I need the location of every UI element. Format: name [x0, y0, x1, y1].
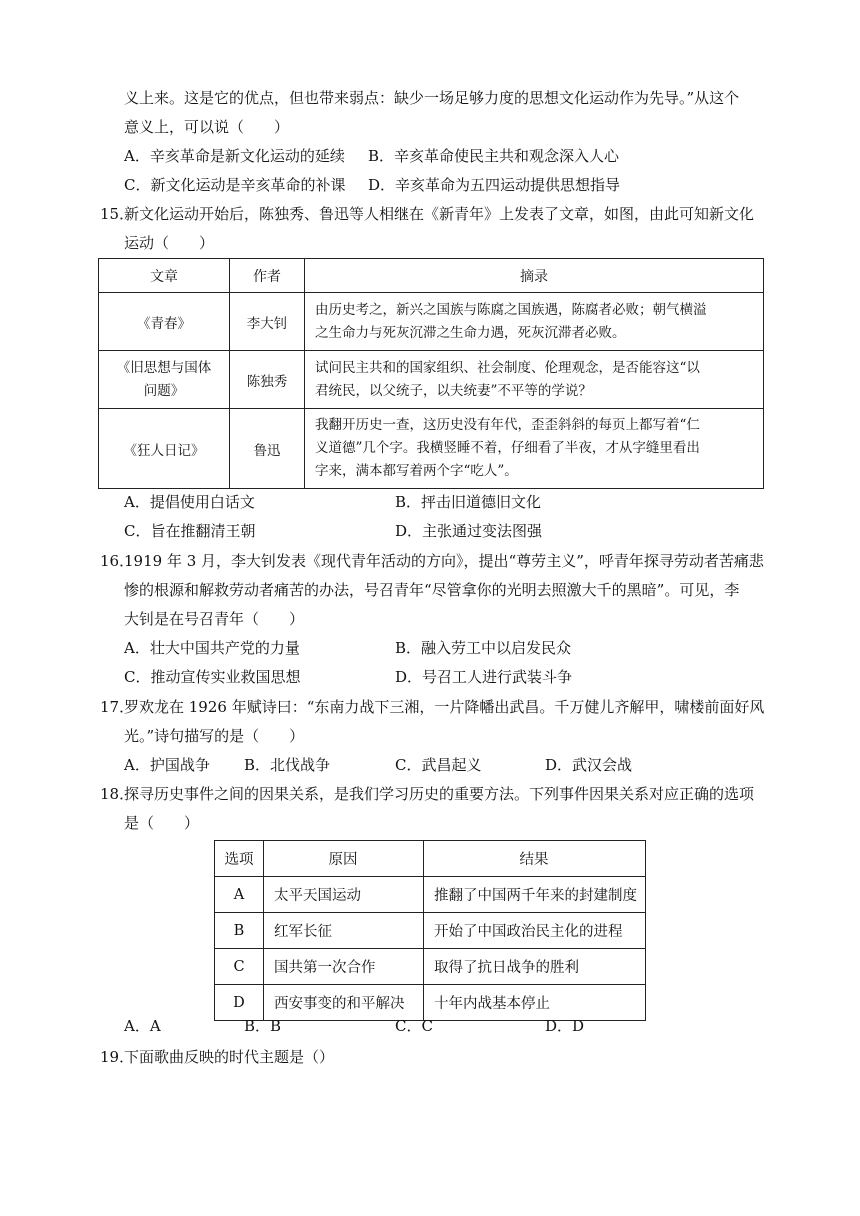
q14-option-d[interactable]: D．辛亥革命为五四运动提供思想指导	[368, 176, 621, 194]
q15-number: 15．	[100, 205, 135, 223]
q16-stem-line: 惨的根源和解救劳动者痛苦的办法，号召青年“尽管拿你的光明去照激大千的黑暗”。可见，李	[124, 581, 740, 599]
option-key: B	[215, 913, 264, 949]
q18-option-d[interactable]: D．D	[545, 1017, 585, 1035]
table-header-cell: 文章	[99, 259, 230, 293]
q17-option-d[interactable]: D．武汉会战	[545, 756, 633, 774]
cause-cell: 太平天国运动	[264, 877, 424, 913]
q18-option-c[interactable]: C．C	[395, 1017, 433, 1035]
table-header-cell: 结果	[424, 841, 646, 877]
q15-option-d[interactable]: D．主张通过变法图强	[395, 522, 543, 540]
q17-stem-line: 光。”诗句描写的是（ ）	[124, 727, 305, 745]
table-row	[99, 351, 764, 409]
q14-stem-line: 意义上，可以说（ ）	[124, 118, 290, 136]
article-title: 《狂人日记》	[99, 409, 230, 489]
cause-cell: 红军长征	[264, 913, 424, 949]
article-author: 陈独秀	[230, 351, 305, 409]
q17-stem-line: 罗欢龙在 1926 年赋诗曰：“东南力战下三湘，一片降幡出武昌。千万健儿齐解甲，啸楼前面好风	[124, 698, 765, 716]
option-key: D	[215, 985, 264, 1021]
table-header-row	[215, 841, 646, 877]
excerpt-line: 字来，满本都写着两个字“吃人”。	[315, 463, 518, 479]
q15-stem-line: 运动（ ）	[124, 234, 215, 252]
q18-stem-line: 是（ ）	[124, 814, 200, 832]
q14-option-a[interactable]: A．辛亥革命是新文化运动的延续	[124, 147, 345, 165]
title-line: 问题》	[143, 382, 185, 399]
q17-number: 17．	[100, 698, 135, 716]
article-excerpt	[305, 293, 764, 351]
table-row	[99, 409, 764, 489]
cause-cell: 西安事变的和平解决	[264, 985, 424, 1021]
excerpt-line: 之生命力与死灰沉滞之生命力遇，死灰沉滞者必败。	[315, 324, 626, 341]
table-header-row	[99, 259, 764, 293]
table-row	[215, 949, 646, 985]
result-cell: 十年内战基本停止	[424, 985, 646, 1021]
q14-option-c[interactable]: C．新文化运动是辛亥革命的补课	[124, 176, 346, 194]
article-excerpt	[305, 409, 764, 489]
q19-stem-line: 下面歌曲反映的时代主题是（）	[124, 1048, 335, 1066]
q16-option-d[interactable]: D．号召工人进行武装斗争	[395, 668, 573, 686]
q14-option-b[interactable]: B．辛亥革命使民主共和观念深入人心	[368, 147, 620, 165]
q15-stem-line: 新文化运动开始后，陈独秀、鲁迅等人相继在《新青年》上发表了文章，如图，由此可知新文化	[124, 205, 755, 223]
article-title: 《青春》	[99, 293, 230, 351]
q19-number: 19．	[100, 1048, 135, 1066]
excerpt-line: 我翻开历史一查，这历史没有年代，歪歪斜斜的每页上都写着“仁	[315, 417, 700, 433]
q16-stem-line: 大钊是在号召青年（ ）	[124, 610, 305, 628]
article-author: 李大钊	[230, 293, 305, 351]
q16-option-c[interactable]: C．推动宣传实业救国思想	[124, 668, 301, 686]
result-cell: 开始了中国政治民主化的进程	[424, 913, 646, 949]
q16-number: 16．	[100, 552, 135, 570]
table-header-cell: 作者	[230, 259, 305, 293]
q15-option-c[interactable]: C．旨在推翻清王朝	[124, 522, 256, 540]
option-key: A	[215, 877, 264, 913]
q15-option-b[interactable]: B．抨击旧道德旧文化	[395, 493, 542, 511]
q18-number: 18．	[100, 785, 135, 803]
excerpt-line: 君统民，以父统子，以夫统妻”不平等的学说？	[315, 382, 592, 399]
excerpt-line: 由历史考之，新兴之国族与陈腐之国族遇，陈腐者必败；朝气横溢	[315, 301, 707, 318]
q18-stem-line: 探寻历史事件之间的因果关系，是我们学习历史的重要方法。下列事件因果关系对应正确的选项	[124, 785, 755, 803]
table-header-cell: 选项	[215, 841, 264, 877]
q16-option-a[interactable]: A．壮大中国共产党的力量	[124, 639, 300, 657]
excerpt-line: 试问民主共和的国家组织、社会制度、伦理观念，是否能容这“以	[315, 359, 700, 376]
q17-option-b[interactable]: B．北伐战争	[244, 756, 331, 774]
table-row	[215, 877, 646, 913]
table-row	[99, 293, 764, 351]
table-header-cell: 原因	[264, 841, 424, 877]
result-cell: 推翻了中国两千年来的封建制度	[424, 877, 646, 913]
q15-article-table	[98, 258, 764, 489]
option-key: C	[215, 949, 264, 985]
table-header-cell: 摘录	[305, 259, 764, 293]
excerpt-line: 义道德”几个字。我横竖睡不着，仔细看了半夜，才从字缝里看出	[315, 440, 700, 456]
q14-stem-line: 义上来。这是它的优点，但也带来弱点：缺少一场足够力度的思想文化运动作为先导。”从这个	[124, 89, 740, 107]
table-row	[215, 913, 646, 949]
q16-stem-line: 1919 年 3 月，李大钊发表《现代青年活动的方向》，提出“尊劳主义”，呼青年探寻劳动者苦痛悲	[124, 552, 764, 570]
q16-option-b[interactable]: B．融入劳工中以启发民众	[395, 639, 572, 657]
article-title	[99, 351, 230, 409]
q17-option-c[interactable]: C．武昌起义	[395, 756, 482, 774]
q18-cause-effect-table	[214, 840, 646, 1021]
article-excerpt	[305, 351, 764, 409]
q18-option-b[interactable]: B．B	[244, 1017, 282, 1035]
cause-cell: 国共第一次合作	[264, 949, 424, 985]
q17-option-a[interactable]: A．护国战争	[124, 756, 210, 774]
title-line: 《旧思想与国体	[116, 359, 212, 376]
q18-option-a[interactable]: A．A	[124, 1017, 161, 1035]
result-cell: 取得了抗日战争的胜利	[424, 949, 646, 985]
article-author: 鲁迅	[230, 409, 305, 489]
q15-option-a[interactable]: A．提倡使用白话文	[124, 493, 255, 511]
